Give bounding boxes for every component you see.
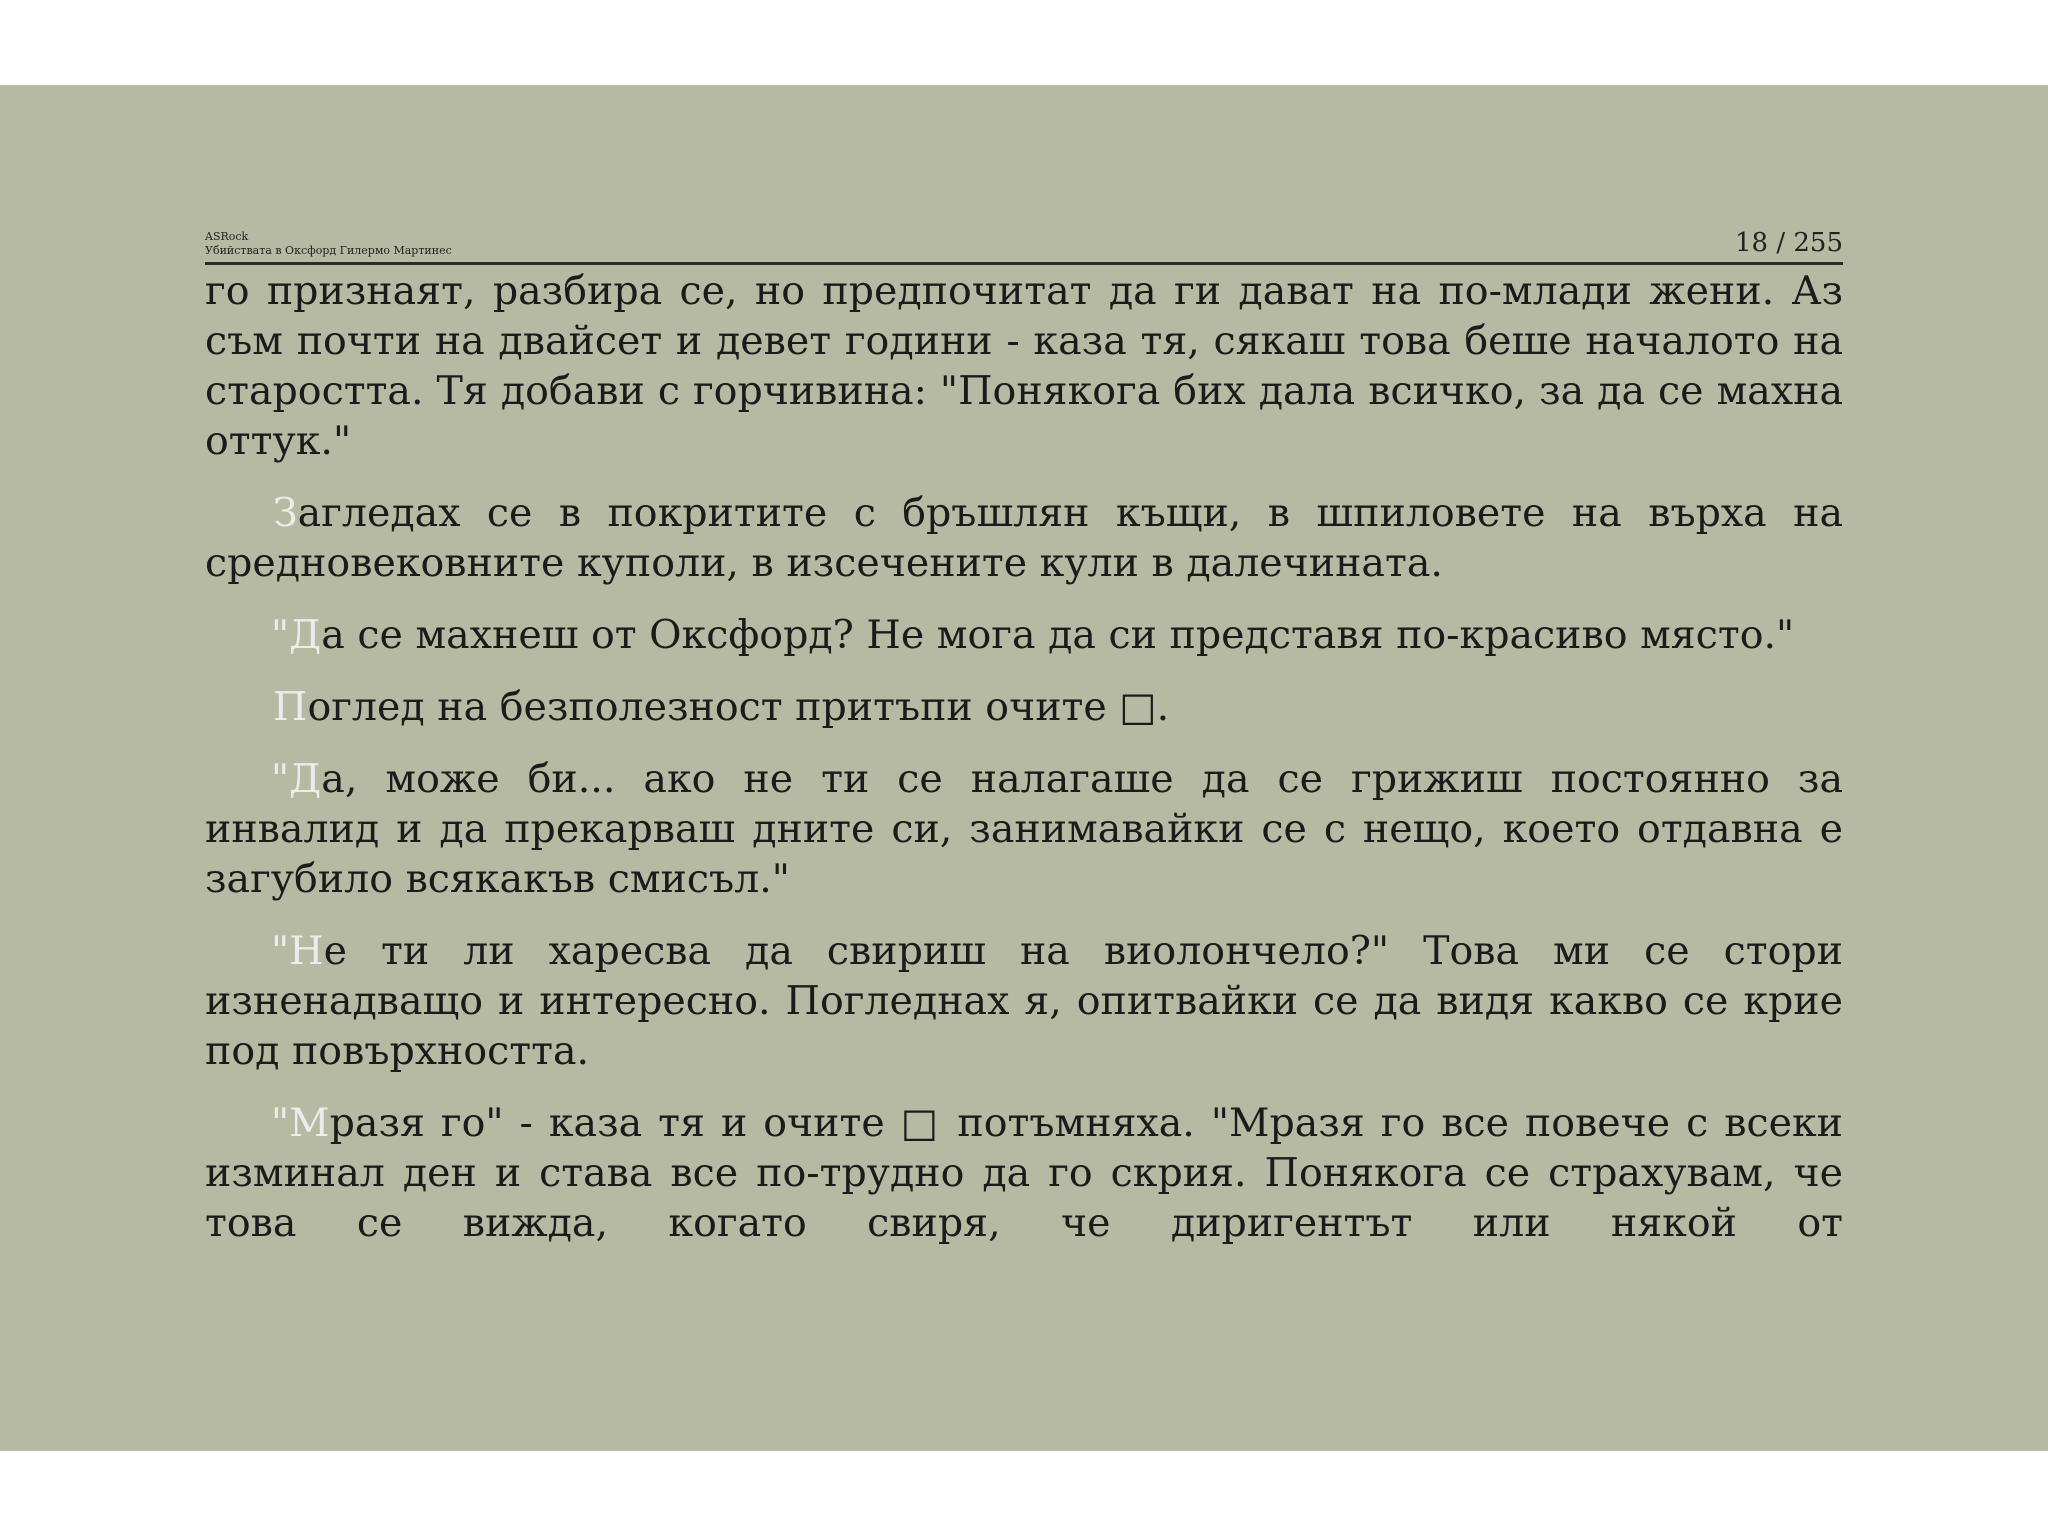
paragraph	[205, 1098, 1843, 1248]
drop-initial: "М	[271, 1100, 330, 1146]
paragraph	[205, 682, 1843, 732]
paragraph	[205, 754, 1843, 904]
book-title: Убийствата в Оксфорд Гилермо Мартинес	[205, 244, 452, 257]
header-info	[205, 230, 452, 258]
paragraph	[205, 266, 1843, 466]
paragraph-text: го признаят, разбира се, но предпочитат да ги дават на по-млади жени. Аз съм почти на двайсет и девет години - каза тя, сякаш това беше началото на старостта. Тя добави с горчивина: "Понякога бих дала всичко, за да се махна оттук."	[205, 268, 1843, 464]
publisher-label: ASRock	[205, 230, 249, 243]
book-content[interactable]	[205, 266, 1843, 1270]
drop-initial: З	[273, 490, 298, 536]
drop-initial: "Н	[271, 928, 324, 974]
paragraph-text: разя го" - каза тя и очите □ потъмняха. "Мразя го все повече с всеки изминал ден и става все по-трудно да го скрия. Понякога се страхувам, че това се вижда, когато свиря, че диригентът или някой от	[205, 1100, 1843, 1246]
paragraph-text: а, може би... ако не ти се налагаше да се грижиш постоянно за инвалид и да прекарваш дните си, занимавайки се с нещо, което отдавна е загубило всякакъв смисъл."	[205, 756, 1843, 902]
drop-initial: П	[273, 684, 308, 730]
paragraph	[205, 488, 1843, 588]
drop-initial: "Д	[271, 756, 322, 802]
paragraph	[205, 926, 1843, 1076]
page-header	[205, 140, 1843, 265]
drop-initial: "Д	[271, 612, 322, 658]
paragraph-text: оглед на безполезност притъпи очите □.	[307, 684, 1170, 730]
paragraph-text: а се махнеш от Оксфорд? Не мога да си представя по-красиво място."	[321, 612, 1795, 658]
paragraph-text: агледах се в покритите с бръшлян къщи, в шпиловете на върха на средновековните куполи, в изсечените кули в далечината.	[205, 490, 1843, 586]
paragraph	[205, 610, 1843, 660]
paragraph-text: е ти ли харесва да свириш на виолончело?" Това ми се стори изненадващо и интересно. Погледнах я, опитвайки се да видя какво се крие под повърхността.	[205, 928, 1843, 1074]
page-indicator: 18 / 255	[1735, 228, 1843, 258]
